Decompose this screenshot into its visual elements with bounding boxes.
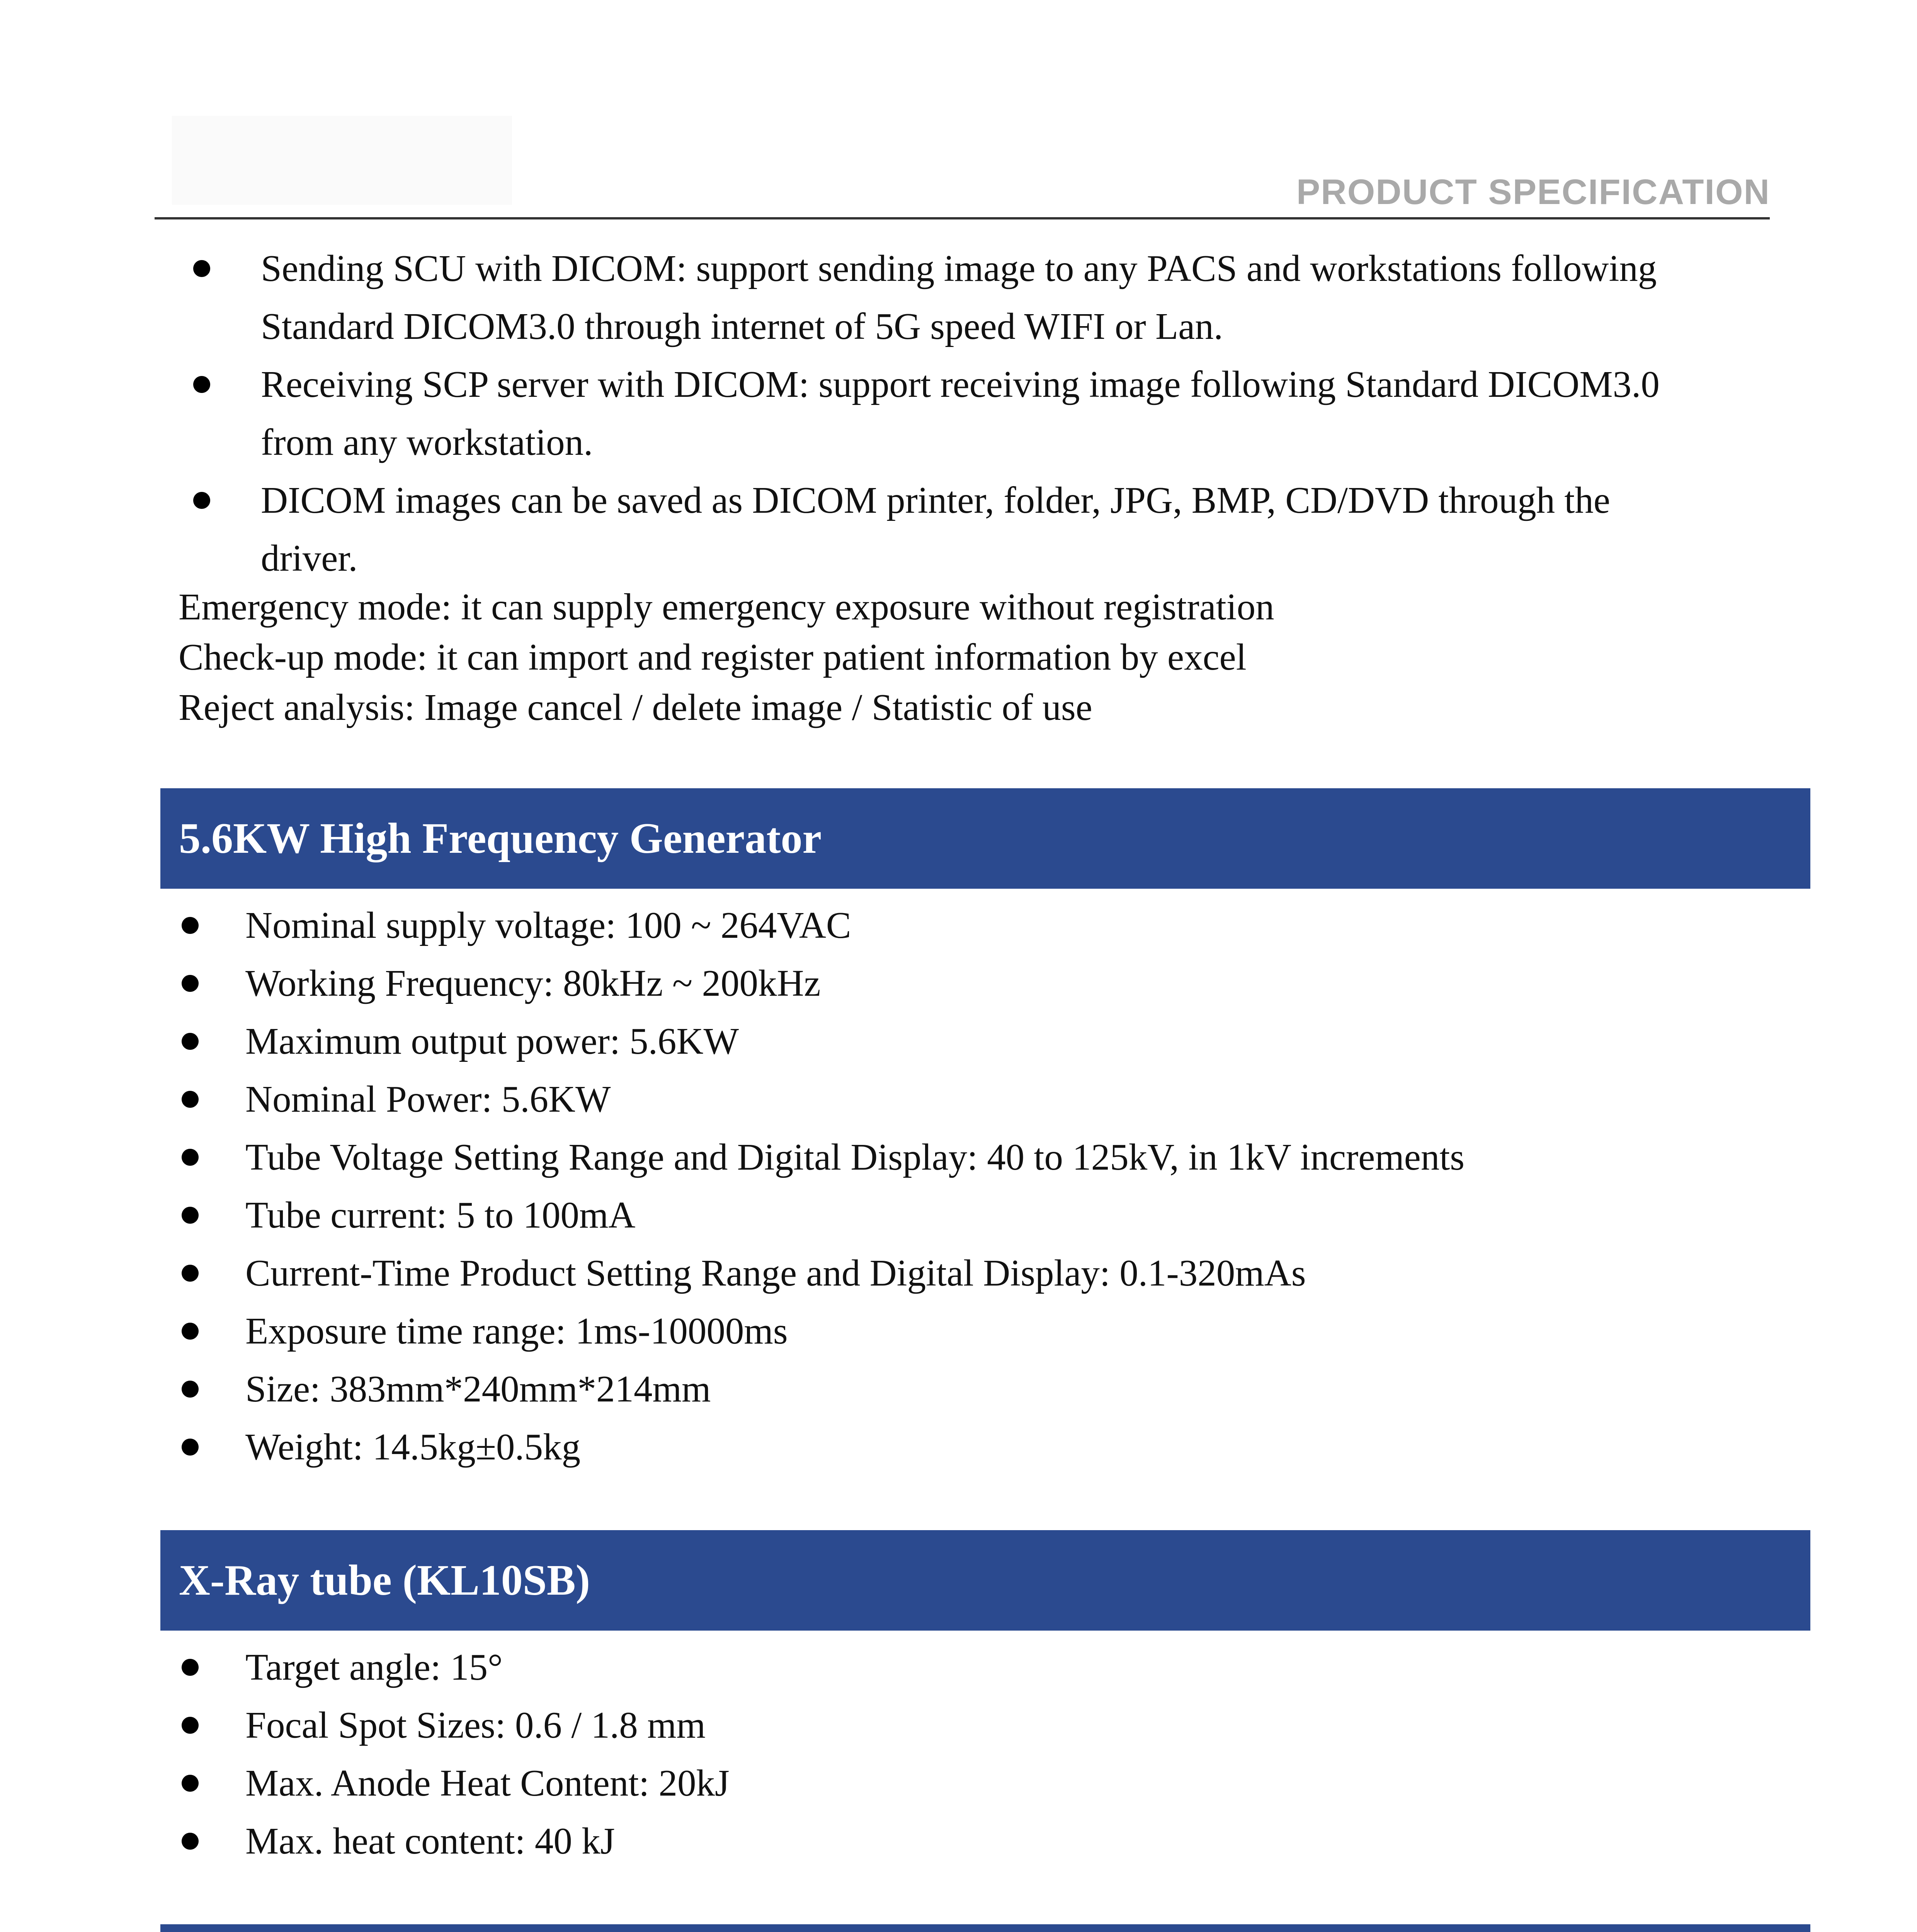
list-item-text: Max. Anode Heat Content: 20kJ bbox=[245, 1762, 730, 1804]
bullet-icon bbox=[182, 1207, 199, 1224]
list-item-text: Tube current: 5 to 100mA bbox=[245, 1194, 636, 1236]
bullet-icon bbox=[182, 1381, 199, 1398]
reject-analysis-text: Reject analysis: Image cancel / delete image / Statistic of use bbox=[179, 687, 1092, 728]
list-item-text: Exposure time range: 1ms-10000ms bbox=[245, 1310, 788, 1352]
list-item bbox=[0, 355, 1917, 413]
list-item-text: Maximum output power: 5.6KW bbox=[245, 1020, 739, 1062]
bullet-icon bbox=[182, 1775, 199, 1792]
list-item bbox=[0, 1812, 1917, 1870]
section-banner-xray-tube bbox=[160, 1530, 1810, 1631]
bullet-icon bbox=[182, 1717, 199, 1734]
list-item-text: Receiving SCP server with DICOM: support receiving image following Standard DICOM3.0 bbox=[261, 364, 1660, 405]
list-item-text: Current-Time Product Setting Range and Digital Display: 0.1-320mAs bbox=[245, 1252, 1306, 1294]
bullet-icon bbox=[182, 975, 199, 992]
list-item bbox=[0, 1360, 1917, 1418]
list-item-text: Standard DICOM3.0 through internet of 5G speed WIFI or Lan. bbox=[261, 306, 1223, 347]
bullet-icon bbox=[182, 1149, 199, 1166]
list-item-text: Max. heat content: 40 kJ bbox=[245, 1820, 615, 1862]
list-item bbox=[0, 1244, 1917, 1302]
bullet-icon bbox=[182, 917, 199, 934]
list-item-text: from any workstation. bbox=[261, 422, 593, 463]
list-item-continuation bbox=[0, 529, 1917, 587]
list-item bbox=[0, 1012, 1917, 1070]
section-title bbox=[179, 1924, 381, 1932]
list-item-text: Target angle: 15° bbox=[245, 1646, 503, 1688]
checkup-mode-text: Check-up mode: it can import and register patient information by excel bbox=[179, 636, 1247, 678]
list-item bbox=[0, 1128, 1917, 1186]
list-item bbox=[0, 240, 1917, 298]
bullet-icon bbox=[182, 1659, 199, 1676]
list-item-text: Working Frequency: 80kHz ~ 200kHz bbox=[245, 963, 821, 1004]
emergency-mode-text: Emergency mode: it can supply emergency exposure without registration bbox=[179, 586, 1274, 628]
bullet-icon bbox=[182, 1833, 199, 1850]
bullet-icon bbox=[193, 260, 210, 277]
list-item-text: Nominal Power: 5.6KW bbox=[245, 1078, 611, 1120]
section-banner-generator bbox=[160, 788, 1810, 889]
bullet-icon bbox=[182, 1091, 199, 1108]
list-item bbox=[0, 954, 1917, 1012]
bullet-icon bbox=[182, 1323, 199, 1340]
list-item bbox=[0, 1418, 1917, 1476]
bullet-icon bbox=[193, 492, 210, 509]
list-item-text: Nominal supply voltage: 100 ~ 264VAC bbox=[245, 905, 851, 946]
list-item-text: DICOM images can be saved as DICOM printer, folder, JPG, BMP, CD/DVD through the bbox=[261, 480, 1610, 521]
list-item-text: Tube Voltage Setting Range and Digital Display: 40 to 125kV, in 1kV increments bbox=[245, 1136, 1465, 1178]
list-item-text: Sending SCU with DICOM: support sending image to any PACS and workstations following bbox=[261, 248, 1657, 289]
logo-placeholder bbox=[172, 116, 512, 205]
list-item-continuation bbox=[0, 298, 1917, 355]
list-item bbox=[0, 1696, 1917, 1754]
list-item bbox=[0, 896, 1917, 954]
section-title: 5.6KW High Frequency Generator bbox=[179, 815, 822, 862]
bullet-icon bbox=[193, 376, 210, 393]
list-item-text: driver. bbox=[261, 537, 358, 579]
list-item bbox=[0, 1302, 1917, 1360]
section-title: X-Ray tube (KL10SB) bbox=[179, 1556, 590, 1604]
list-item bbox=[0, 471, 1917, 529]
list-item bbox=[0, 1754, 1917, 1812]
list-item-continuation bbox=[0, 413, 1917, 471]
list-item bbox=[0, 1070, 1917, 1128]
bullet-icon bbox=[182, 1265, 199, 1282]
list-item-text: Focal Spot Sizes: 0.6 / 1.8 mm bbox=[245, 1704, 706, 1746]
list-item-text: Weight: 14.5kg±0.5kg bbox=[245, 1426, 581, 1468]
header-title: PRODUCT SPECIFICATION bbox=[1296, 172, 1770, 212]
list-item-text: Size: 383mm*240mm*214mm bbox=[245, 1368, 711, 1410]
header-divider bbox=[155, 217, 1770, 219]
list-item bbox=[0, 1638, 1917, 1696]
bullet-icon bbox=[182, 1033, 199, 1050]
list-item bbox=[0, 1186, 1917, 1244]
bullet-icon bbox=[182, 1439, 199, 1456]
section-banner-collimator bbox=[160, 1924, 1810, 1932]
